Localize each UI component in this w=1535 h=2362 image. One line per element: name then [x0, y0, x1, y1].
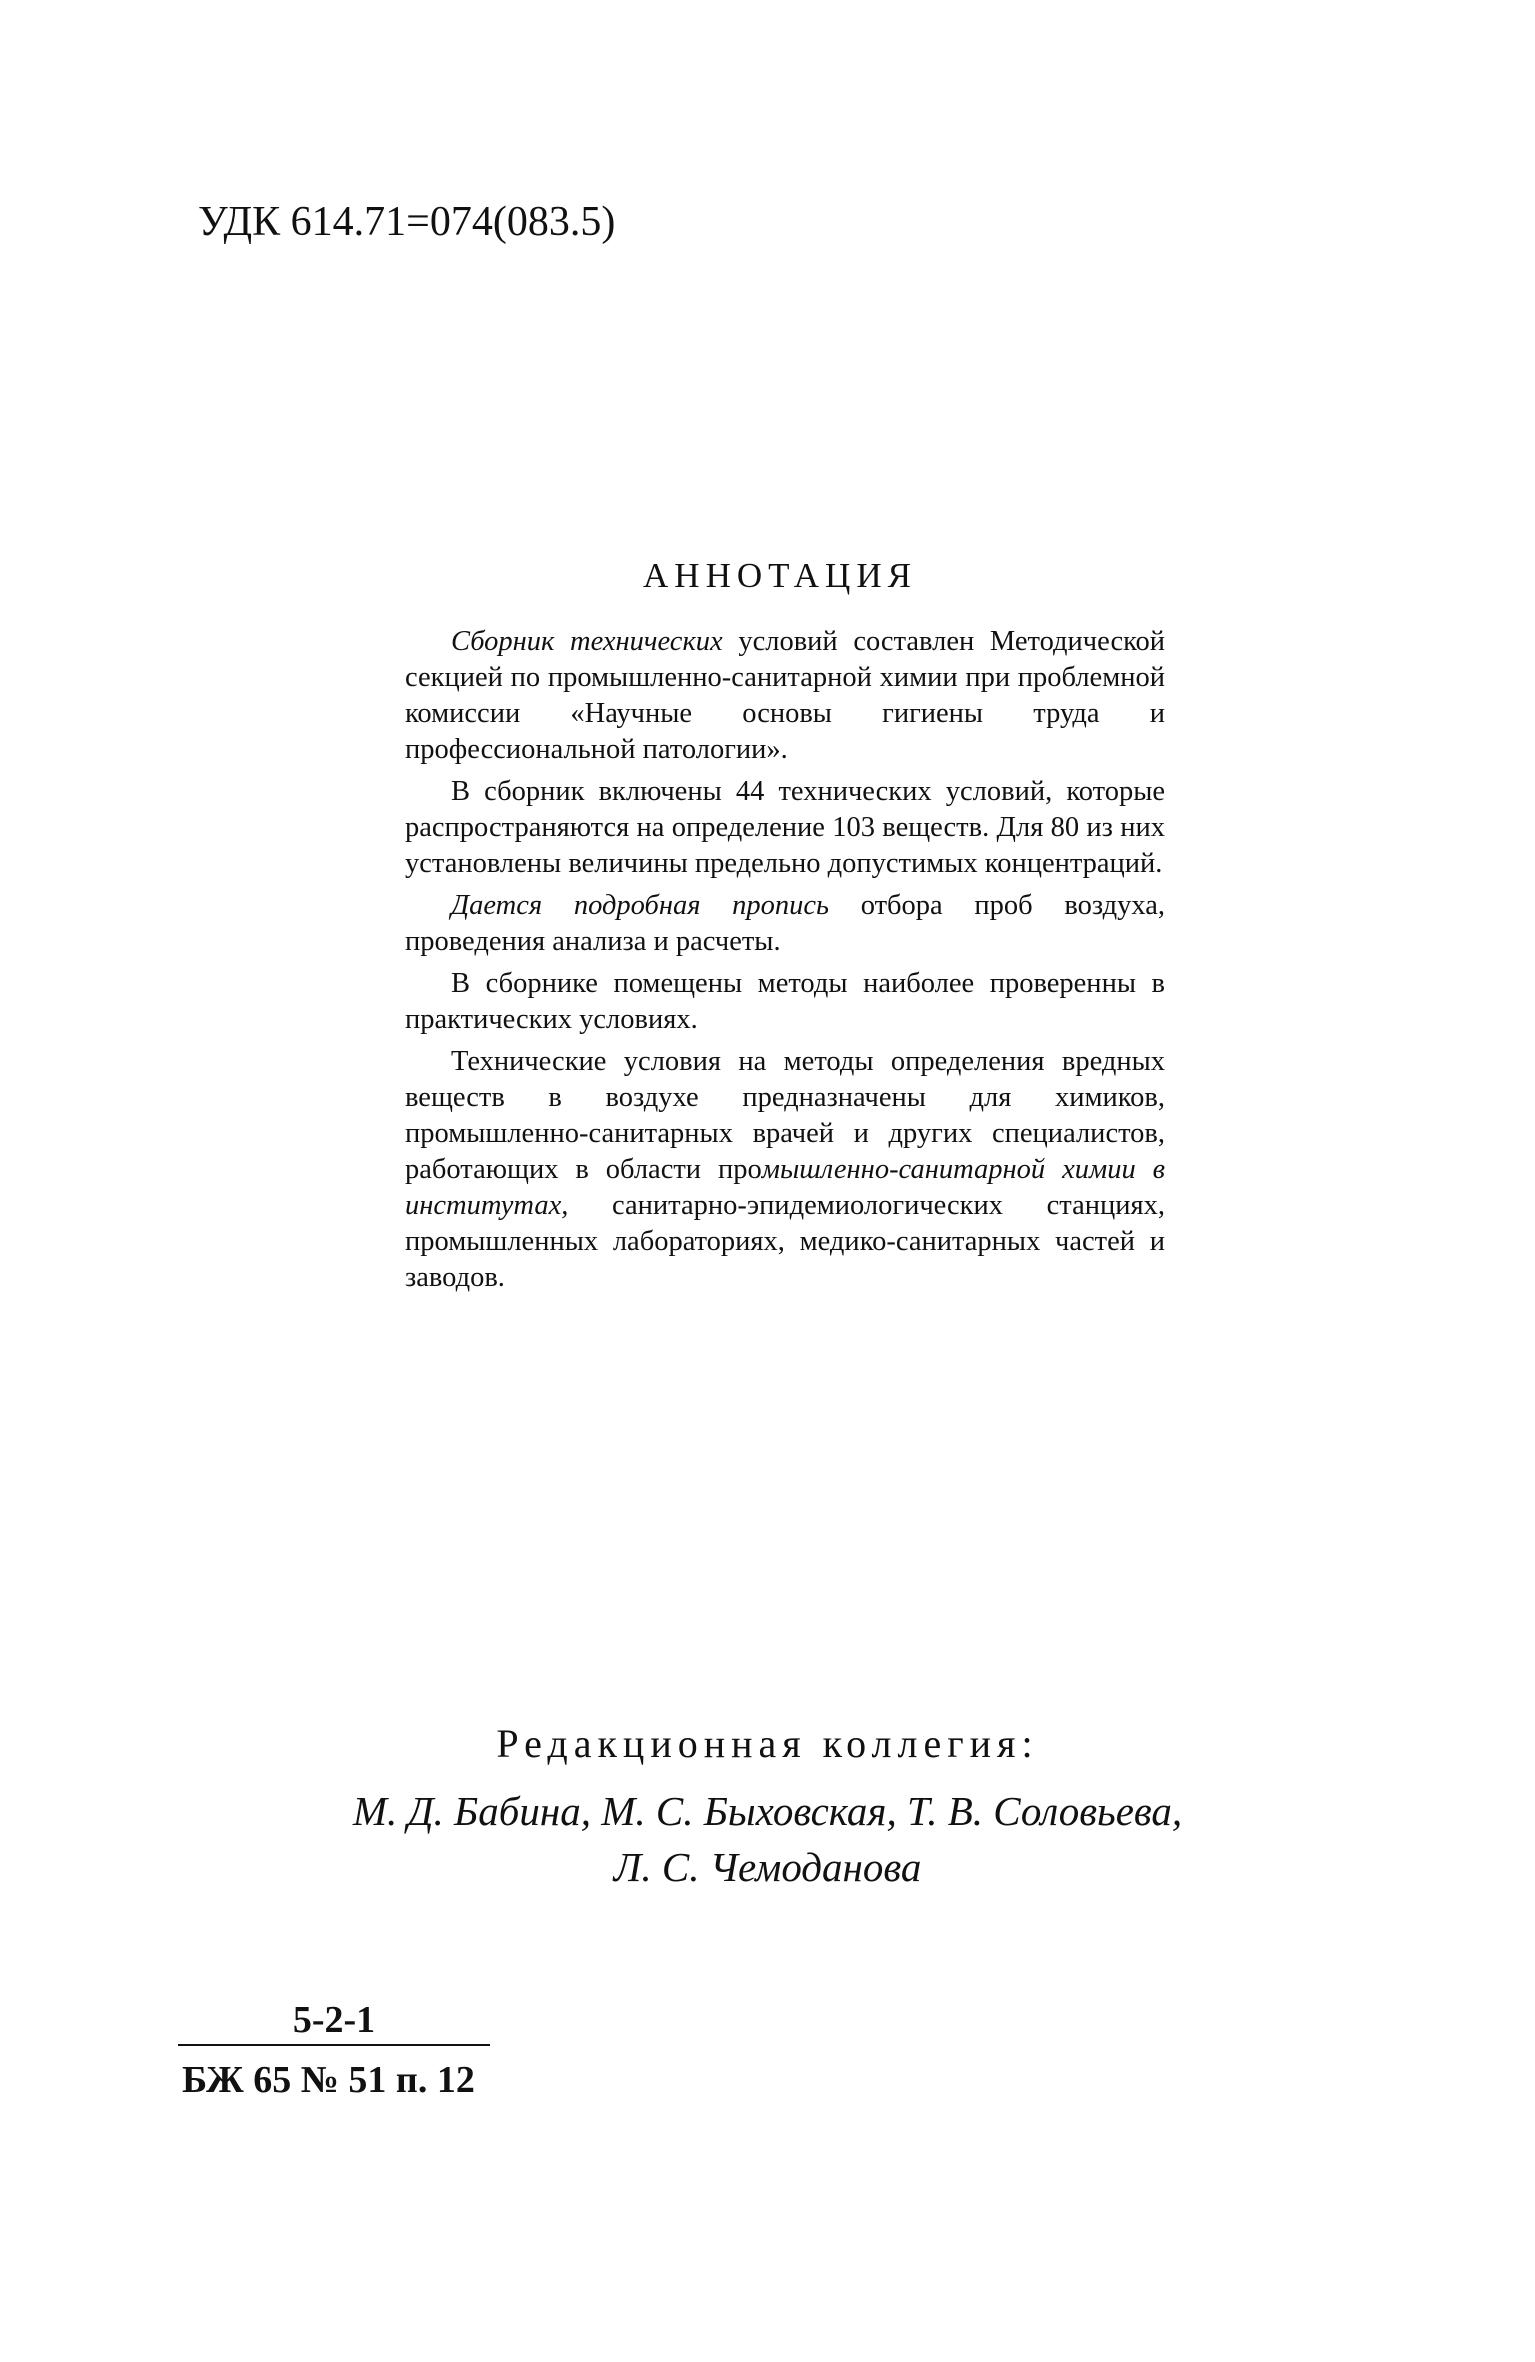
- editorial-board-names-line-1: М. Д. Бабина, М. С. Быховская, Т. В. Соловьева,: [352, 1788, 1183, 1834]
- annotation-paragraph-3: [405, 888, 1165, 960]
- annotation-p5-end: санитарно-эпидемиологических станциях, промышленных лабораториях, медико-санитарных частей и заводов.: [405, 1190, 1165, 1293]
- annotation-title: АННОТАЦИЯ: [643, 556, 917, 595]
- annotation-body: [405, 624, 1165, 1296]
- editorial-board-names-line-2: Л. С. Чемоданова: [613, 1844, 922, 1890]
- editorial-board-title: Редакционная коллегия:: [496, 1721, 1039, 1766]
- annotation-p1-italic: Сборник технических: [451, 626, 723, 657]
- imprint-code: 5-2-1: [292, 1999, 376, 2041]
- editorial-board-names: [300, 1783, 1235, 1895]
- annotation-p3-rest: отбора проб воздуха, проведения анализа и расчеты.: [405, 890, 1165, 957]
- imprint-divider: [178, 2044, 490, 2046]
- annotation-paragraph-4: В сборнике помещены методы наиболее проверенны в практических условиях.: [405, 968, 1165, 1035]
- udk-classification: УДК 614.71=074(083.5): [198, 199, 616, 245]
- annotation-paragraph-5: [405, 1044, 1165, 1296]
- annotation-p5-italic: мышленно-санитарной химии в институтах,: [405, 1154, 1165, 1221]
- annotation-paragraph-2: В сборник включены 44 технических условий, которые распространяются на определение 103 веществ. Для 80 из них установлены величины предельно допустимых концентраций.: [405, 776, 1165, 879]
- annotation-p3-italic: Дается подробная пропись: [451, 890, 830, 921]
- imprint-line: БЖ 65 № 51 п. 12: [182, 2059, 475, 2101]
- annotation-p5-start: Технические условия на методы определения вредных веществ в воздухе предназначены для химиков, промышленно-санитарных врачей и других специалистов, работающих в области про: [405, 1046, 1165, 1185]
- annotation-paragraph-1: [405, 624, 1165, 768]
- annotation-p1-rest: условий составлен Методической секцией по промышленно-санитарной химии при проблемной комиссии «Научные основы гигиены труда и профессиональной патологии».: [405, 626, 1166, 765]
